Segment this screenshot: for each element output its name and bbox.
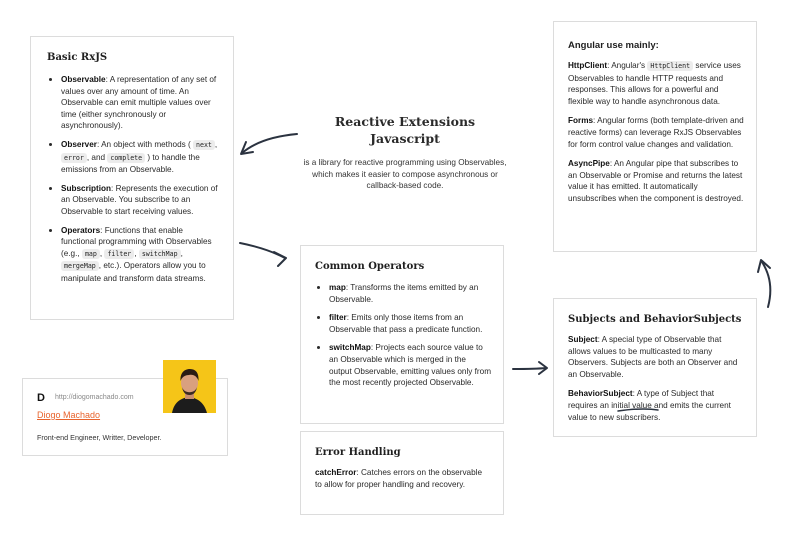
subject-item: Subject: A special type of Observable that allows values to be multicasted to many Observers. Subjects are both an Observer and an Observable.: [568, 335, 738, 379]
arrow-to-common-operators: [240, 243, 285, 258]
error-handling-title: Error Handling: [315, 447, 401, 458]
arrow-to-angular: [762, 262, 770, 307]
subjects-title: Subjects and BehaviorSubjects: [568, 314, 742, 325]
site-logo: D: [37, 392, 45, 404]
initial-value-underline: [618, 409, 658, 411]
profile-url[interactable]: http://diogomachado.com: [55, 394, 134, 401]
map-item: • map: Transforms the items emitted by an Observable.: [329, 282, 491, 305]
profile-name-link[interactable]: Diogo Machado: [37, 410, 101, 420]
diagram-title: Reactive Extensions Javascript: [334, 114, 476, 146]
profile-bio: Front-end Engineer, Writter, Developer.: [37, 433, 162, 442]
diagram-description: is a library for reactive programming using Observables, which makes it easier to compose asynchronous or callback-based code.: [303, 158, 507, 190]
common-operators-title: Common Operators: [315, 261, 425, 272]
observable-item: • Observable: A representation of any set of values over any amount of time. An Observable can emit multiple values over time (either synchronously or asynchronously).: [61, 74, 219, 132]
basic-rxjs-title: Basic RxJS: [47, 52, 108, 63]
filter-item: • filter: Emits only those items from an Observable that pass a predicate function.: [329, 312, 491, 335]
asyncpipe-item: AsyncPipe: An Angular pipe that subscribes to an Observable or Promise and returns the latest value it has emitted. It automatically unsubscribes when the component is destroyed.: [568, 159, 744, 203]
arrow-to-basic-rxjs-head: [241, 142, 253, 154]
subscription-item: • Subscription: Represents the execution of an Observable. You subscribe to an Observable to start receiving values.: [61, 183, 219, 218]
arrow-to-basic-rxjs: [242, 134, 297, 153]
catcherror-item: catchError: Catches errors on the observable to allow for proper handling and recovery.: [315, 468, 483, 489]
httpclient-item: HttpClient: Angular's HttpClient service uses Observables to handle HTTP requests and responses. This allows for a powerful and flexible way to handle asynchronous data.: [568, 61, 741, 106]
operators-item: • Operators: Functions that enable functional programming with Observables (e.g., map , filter , switchMap , mergeMap , etc.). Operators allow you to manipulate and transform data streams.: [61, 225, 219, 285]
observer-item: • Observer: An object with methods ( next , error , and complete ) to handle the emissions from an Observable.: [61, 139, 219, 176]
arrow-to-subjects: [513, 368, 546, 369]
switchmap-item: • switchMap: Projects each source value to an Observable which is merged in the output Observable, emitting values only from the most recently projected Observable.: [329, 342, 491, 388]
angular-title: Angular use mainly:: [568, 40, 659, 51]
forms-item: Forms: Angular forms (both template-driven and reactive forms) can leverage RxJS Observables for form control value changes and validation.: [568, 116, 744, 149]
behaviorsubject-item: BehaviorSubject: A type of Subject that requires an initial value and emits the current value to new subscribers.: [568, 389, 731, 422]
